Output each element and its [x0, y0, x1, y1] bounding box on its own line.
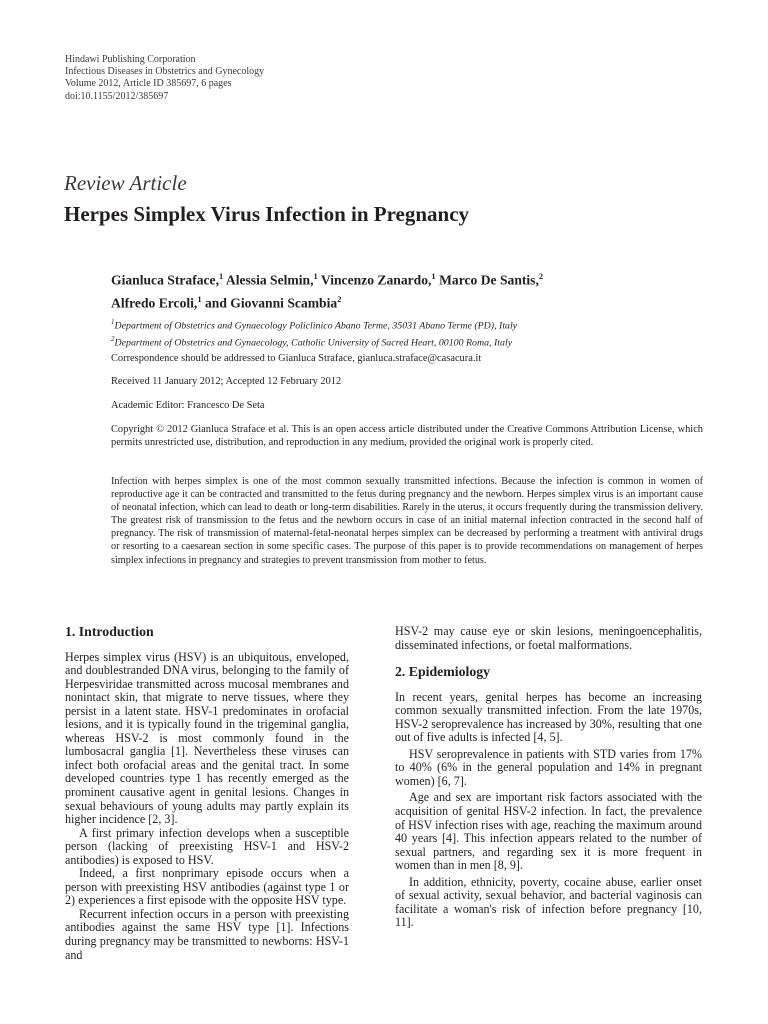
- affiliation-2: [111, 333, 517, 350]
- affiliations: [111, 316, 517, 350]
- journal-name: Infectious Diseases in Obstetrics and Gynecology: [65, 66, 265, 78]
- right-column: [395, 625, 702, 930]
- author-name: Alessia Selmin,: [223, 272, 314, 288]
- author-name: and Giovanni Scambia: [201, 295, 338, 311]
- author-list: [111, 267, 671, 312]
- copyright-notice: Copyright © 2012 Gianluca Straface et al. This is an open access article distributed under the Creative Commons Attribution License, which permits unrestricted use, distribution, and reproduction in any medium, provided the original work is properly cited.: [111, 424, 703, 448]
- body-paragraph: In addition, ethnicity, poverty, cocaine abuse, earlier onset of sexual activity, sexual behavior, and bacterial vaginosis can facilitate a woman's risk of infection before pregnancy [10, 11].: [395, 874, 702, 930]
- author-name: Gianluca Straface,: [111, 272, 219, 288]
- section-heading-introduction: 1. Introduction: [65, 624, 154, 639]
- body-paragraph: HSV seroprevalence in patients with STD varies from 17% to 40% (6% in the general population and 14% in pregnant women) [6, 7].: [395, 746, 702, 788]
- volume-info: Volume 2012, Article ID 385697, 6 pages: [65, 78, 232, 90]
- abstract: Infection with herpes simplex is one of the most common sexually transmitted infections. Because the infection is common in women of reproductive age it can be contracted and transmitted to the fetus during pregnancy and the newborn. Herpes simplex virus is an important cause of neonatal infection, which can lead to death or long-term disabilities. Rarely in the uterus, it occurs frequently during the transmission delivery. The greatest risk of transmission to the fetus and the newborn occurs in case of an initial maternal infection contracted in the second half of pregnancy. The risk of transmission of maternal-fetal-neonatal herpes simplex can be decreased by performing a treatment with antiviral drugs or resorting to a caesarean section in some specific cases. The purpose of this paper is to provide recommendations on management of herpes simplex infections in pregnancy and strategies to prevent transmission from mother to fetus.: [111, 476, 703, 566]
- affiliation-mark: 2: [111, 334, 115, 343]
- author-affil-mark: 2: [337, 293, 342, 304]
- affiliation-text: Department of Obstetrics and Gynaecology, Catholic University of Sacred Heart, 00100 Roma, Italy: [114, 337, 513, 349]
- section-heading-epidemiology: 2. Epidemiology: [395, 664, 491, 680]
- received-dates: Received 11 January 2012; Accepted 12 February 2012: [111, 376, 342, 387]
- body-paragraph: Herpes simplex virus (HSV) is an ubiquitous, enveloped, and doublestranded DNA virus, belonging to the family of Herpesviridae transmitted across mucosal membranes and nonintact skin, that migrate to nerve tissues, where they persist in a latent state. HSV-1 predominates in orofacial lesions, and it is typically found in the trigeminal ganglia, whereas HSV-2 is most commonly found in the lumbosacral ganglia [1]. Nevertheless these viruses can infect both orofacial areas and the genital tract. In some developed countries type 1 has recently emerged as the prominent causative agent in genital lesions. Changes in sexual behaviours of young adults may partly explain its higher incidence [2, 3].: [65, 649, 349, 827]
- doi: doi:10.1155/2012/385697: [65, 90, 169, 102]
- author-affil-mark: 1: [431, 271, 436, 281]
- author-affil-mark: 2: [538, 271, 544, 281]
- body-paragraph: A first primary infection develops when a susceptible person (lacking of preexisting HSV-1 and HSV-2 antibodies) is exposed to HSV.: [65, 825, 349, 867]
- author-name: Alfredo Ercoli,: [111, 295, 198, 311]
- left-column: [65, 625, 349, 962]
- body-paragraph: In recent years, genital herpes has become an increasing common sexually transmitted infection. From the late 1970s, HSV-2 seroprevalence has increased by 30%, resulting that one out of five adults is infected [4, 5].: [395, 689, 702, 745]
- body-paragraph: HSV-2 may cause eye or skin lesions, meningoencephalitis, disseminated infections, or foetal malformations.: [395, 624, 702, 652]
- publisher-name: Hindawi Publishing Corporation: [65, 54, 196, 65]
- body-paragraph: Indeed, a first nonprimary episode occurs when a person with preexisting HSV antibodies (against type 1 or 2) experiences a first episode with the opposite HSV type.: [65, 866, 349, 908]
- affiliation-mark: 1: [111, 318, 115, 326]
- correspondence: Correspondence should be addressed to Gianluca Straface, gianluca.straface@casacura.it: [111, 353, 482, 364]
- author-affil-mark: 1: [197, 293, 202, 304]
- affiliation-text: Department of Obstetrics and Gynaecology Policlinico Abano Terme, 35031 Abano Terme (PD), Italy: [114, 320, 518, 332]
- body-paragraph: Recurrent infection occurs in a person with preexisting antibodies against the same HSV type [1]. Infections during pregnancy may be transmitted to newborns: HSV-1 and: [65, 906, 349, 962]
- academic-editor: Academic Editor: Francesco De Seta: [111, 400, 265, 411]
- affiliation-1: [111, 316, 517, 333]
- publisher-info: [65, 54, 264, 103]
- article-type: Review Article: [64, 171, 187, 195]
- body-paragraph: Age and sex are important risk factors associated with the acquisition of genital HSV-2 infection. In fact, the prevalence of HSV infection rises with age, reaching the maximum around 40 years [4]. This infection appears related to the number of sexual partners, and regarding sex it is more frequent in women than in men [8, 9].: [395, 790, 702, 873]
- author-name: Marco De Santis,: [435, 272, 539, 288]
- author-name: Vincenzo Zanardo,: [317, 272, 432, 288]
- author-affil-mark: 1: [218, 271, 224, 281]
- author-affil-mark: 1: [313, 271, 318, 281]
- article-title: Herpes Simplex Virus Infection in Pregnancy: [64, 202, 470, 226]
